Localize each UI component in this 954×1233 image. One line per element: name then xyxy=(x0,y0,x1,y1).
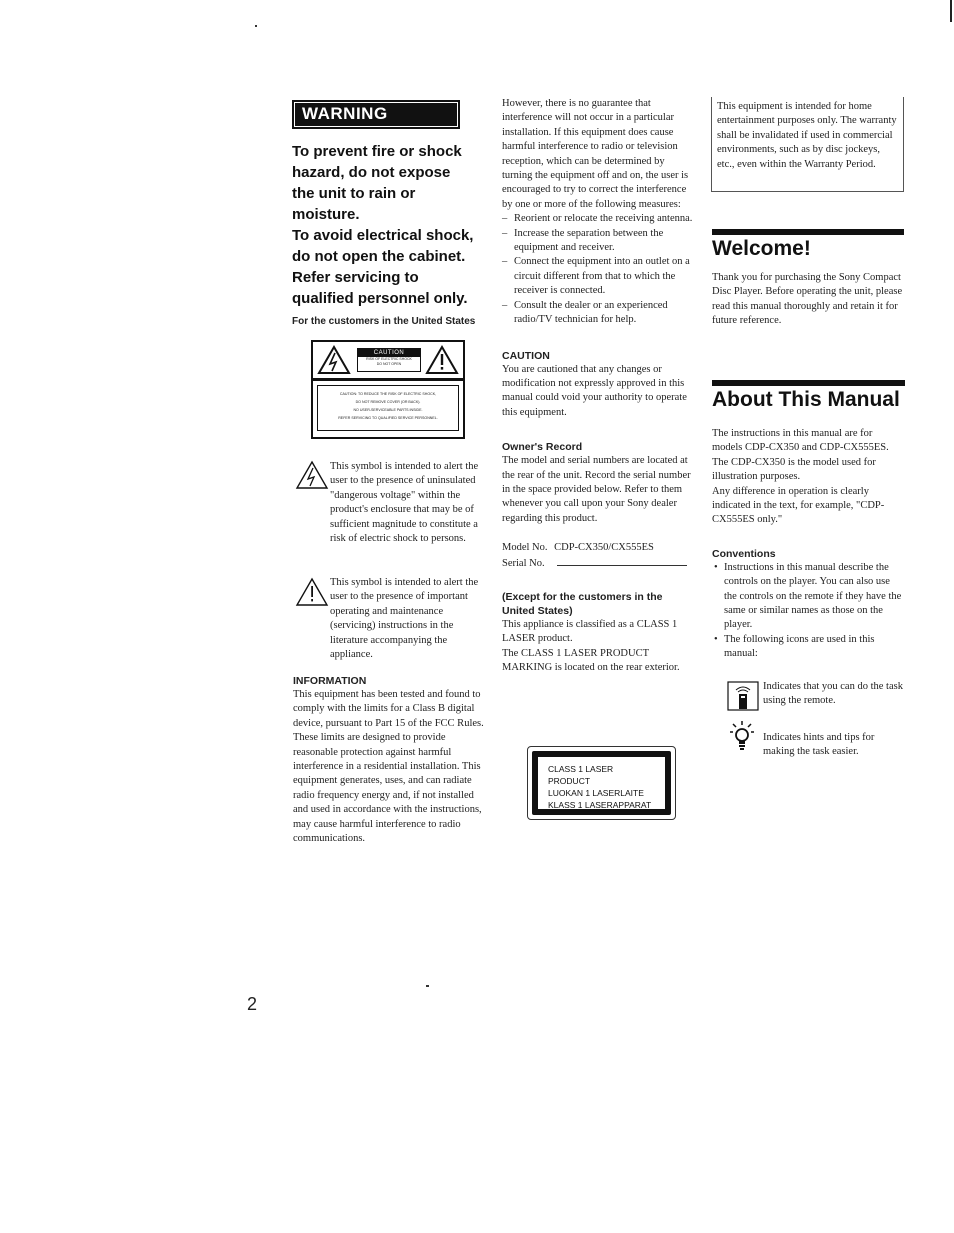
laser-label-line: KLASS 1 LASERAPPARAT xyxy=(548,800,652,810)
caution-label-image xyxy=(311,340,465,439)
section-rule xyxy=(712,229,904,235)
owners-record-text: The model and serial numbers are located at the rear of the unit. Record the serial number in the space provided below. Refer to them whenever you call upon your Sony dealer regarding this product. xyxy=(502,455,691,524)
list-item: – Reorient or relocate the receiving antenna. xyxy=(502,212,694,226)
welcome-section xyxy=(712,229,904,329)
welcome-heading: Welcome! xyxy=(712,237,811,260)
edge-mark xyxy=(255,25,257,27)
warranty-text: This equipment is intended for home entertainment purposes only. The warranty shall be invalidated if used in commercial environments, such as by disc jockeys, etc., even within the Warranty Period. xyxy=(717,101,897,170)
welcome-text: Thank you for purchasing the Sony Compact Disc Player. Before operating the unit, please read this manual thoroughly and retain it for future reference. xyxy=(712,272,903,327)
tip-bulb-icon xyxy=(729,720,755,754)
caution-label-line: CAUTION: TO REDUCE THE RISK OF ELECTRIC SHOCK, xyxy=(339,392,437,396)
warranty-box xyxy=(711,97,904,192)
caution-heading: CAUTION xyxy=(502,349,550,362)
edge-mark xyxy=(950,0,952,22)
middle-column xyxy=(502,97,694,676)
except-heading: (Except for the customers in the United States) xyxy=(502,590,663,617)
about-heading: About This Manual xyxy=(712,388,900,411)
caution-center-panel xyxy=(357,348,421,372)
symbol1-description: This symbol is intended to alert the user to the presence of uninsulated "dangerous voltage" within the product's enclosure that may be of sufficient magnitude to constitute a risk of electric shock to persons. xyxy=(330,461,479,545)
warning-badge: WARNING xyxy=(292,100,460,129)
lightning-triangle-icon xyxy=(295,460,329,490)
except-text-2: The CLASS 1 LASER PRODUCT MARKING is located on the rear exterior. xyxy=(502,647,680,674)
left-column xyxy=(292,100,484,327)
model-value: CDP-CX350/CX555ES xyxy=(554,542,654,554)
about-text-2: Any difference in operation is clearly indicated in the text, for example, "CDP-CX555ES only." xyxy=(712,485,885,526)
caution-label-line: REFER SERVICING TO QUALIFIED SERVICE PERSONNEL. xyxy=(338,416,438,420)
caution-center-text: DO NOT OPEN xyxy=(376,362,402,366)
symbol2-description: This symbol is intended to alert the user to the presence of important operating and maintenance (servicing) instructions in the literature accompanying the appliance. xyxy=(330,577,479,661)
caution-label-body xyxy=(317,385,459,431)
warning-line: do not open the cabinet. xyxy=(292,248,466,265)
remote-icon-description: Indicates that you can do the task using the remote. xyxy=(763,681,903,707)
about-text-1: The instructions in this manual are for models CDP-CX350 and CDP-CX555ES. The CDP-CX350 is the model used for illustration purposes. xyxy=(712,428,889,483)
measures-list xyxy=(502,212,694,327)
owners-record-heading: Owner's Record xyxy=(502,441,583,454)
caution-center-text: RISK OF ELECTRIC SHOCK xyxy=(366,357,412,361)
edge-mark xyxy=(426,985,429,987)
list-item: • Instructions in this manual describe the controls on the player. You can also use the controls on the remote if they have the same or similar names as those on the player. xyxy=(712,561,905,633)
caution-label-line: NO USER-SERVICEABLE PARTS INSIDE. xyxy=(353,408,423,412)
model-number-row xyxy=(502,541,694,555)
warning-line: Refer servicing to xyxy=(292,269,419,286)
about-section xyxy=(712,380,905,662)
warning-line: qualified personnel only. xyxy=(292,290,468,307)
conventions-heading: Conventions xyxy=(712,547,776,560)
tip-icon-description: Indicates hints and tips for making the task easier. xyxy=(763,732,875,758)
laser-label-line: LUOKAN 1 LASERLAITE xyxy=(548,788,644,798)
model-label: Model No. xyxy=(502,542,548,554)
warning-line: To prevent fire or shock xyxy=(292,143,462,160)
list-item: – Consult the dealer or an experienced radio/TV technician for help. xyxy=(502,299,694,328)
laser-label-image xyxy=(527,746,676,820)
exclamation-triangle-icon xyxy=(425,345,459,375)
warning-line: To avoid electrical shock, xyxy=(292,227,474,244)
information-heading: INFORMATION xyxy=(293,675,367,687)
serial-label: Serial No. xyxy=(502,557,545,569)
serial-number-row xyxy=(502,556,694,571)
lightning-triangle-icon xyxy=(317,345,351,375)
us-customers-heading: For the customers in the United States xyxy=(292,316,476,327)
list-item: • The following icons are used in this manual: xyxy=(712,633,905,662)
interference-intro: However, there is no guarantee that interference will not occur in a particular installation. If this equipment does cause harmful interference to radio or television reception, which can be determined by turning the equipment off and on, the user is encouraged to try to correct the interference by one or more of the following measures: xyxy=(502,98,689,210)
serial-blank-line xyxy=(557,556,687,566)
caution-label-line: DO NOT REMOVE COVER (OR BACK). xyxy=(355,400,421,404)
list-item: – Connect the equipment into an outlet on a circuit different from that to which the receiver is connected. xyxy=(502,255,694,298)
information-section xyxy=(293,675,485,846)
warning-line: hazard, do not expose xyxy=(292,164,451,181)
except-text-1: This appliance is classified as a CLASS 1 LASER product. xyxy=(502,618,678,645)
information-text: This equipment has been tested and found to comply with the limits for a Class B digital device, pursuant to Part 15 of the FCC Rules. These limits are designed to provide reasonable protection against harmful interference in a residential installation. This equipment generates, uses, and can radiate radio frequency energy and, if not installed and used in accordance with the instructions, may cause harmful interference to radio communications. xyxy=(293,689,484,845)
warning-line: the unit to rain or xyxy=(292,185,416,202)
page-number: 2 xyxy=(247,994,258,1014)
warning-heading xyxy=(292,141,484,309)
section-rule xyxy=(712,380,905,386)
conventions-list xyxy=(712,561,905,662)
exclamation-triangle-icon xyxy=(295,577,329,607)
caution-text: You are cautioned that any changes or modification not expressly approved in this manual could void your authority to operate this equipment. xyxy=(502,363,687,418)
caution-title: CAUTION xyxy=(358,349,420,357)
warning-line: moisture. xyxy=(292,206,360,223)
list-item: – Increase the separation between the equipment and receiver. xyxy=(502,227,694,256)
laser-label-line: CLASS 1 LASER PRODUCT xyxy=(548,764,614,786)
remote-icon xyxy=(727,681,759,711)
